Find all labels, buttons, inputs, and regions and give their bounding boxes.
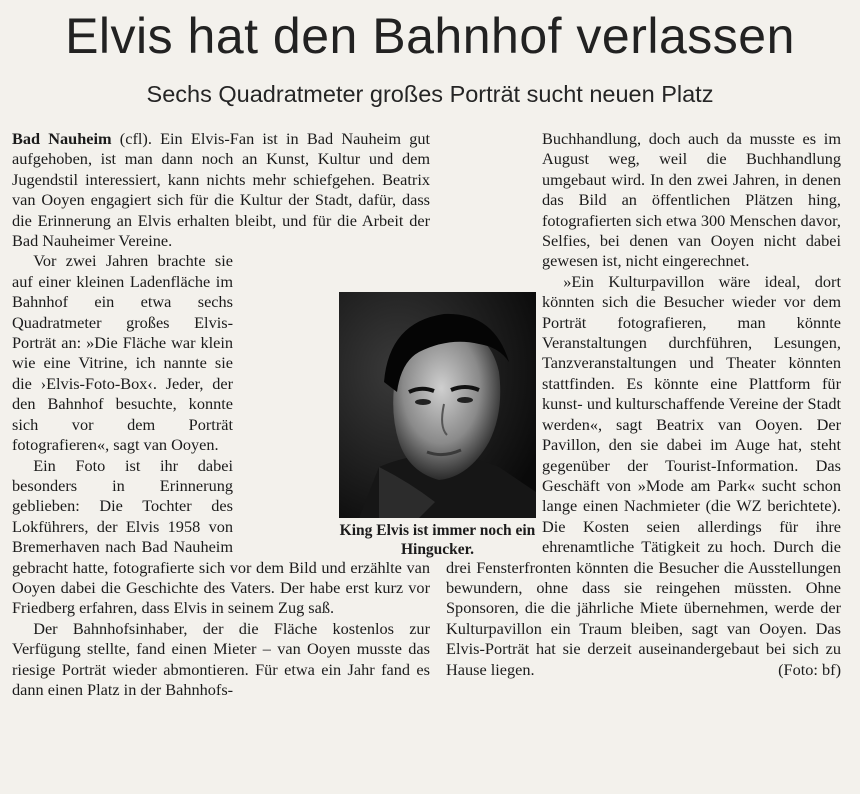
elvis-portrait-photo bbox=[339, 292, 536, 518]
photo-credit: (Foto: bf) bbox=[778, 659, 841, 679]
subheadline: Sechs Quadratmeter großes Porträt sucht neuen Platz bbox=[146, 81, 714, 107]
photo-caption: King Elvis ist immer noch ein Hingucker. bbox=[339, 522, 536, 558]
paragraph-3: Ein Foto ist ihr dabei besonders in Erinnerung geblieben: Die Tochter des Lokführers, der Elvis 1958 von Bremerhaven nach Bad Nauheim gebracht hatte, fotografierte sich vor dem Bild und erzählte van Ooyen dabei die Geschichte des Vaters. Der habe erst kurz vor Friedberg erfahren, dass Elvis in seinem Zug saß. bbox=[12, 455, 430, 618]
headline: Elvis hat den Bahnhof verlassen bbox=[65, 8, 795, 64]
paragraph-1-text: (cfl). Ein Elvis-Fan ist in Bad Nauheim gut aufgehoben, ist man dann noch an Kunst, Kultur und dem Jugendstil interessiert, kann nichts mehr schiefgehen. Beatrix van Ooyen engagiert sich für die Kultur der Stadt, dafür, dass die Erinnerung an Elvis erhalten bleibt, und für die Arbeit der Bad Nauheimer Vereine. bbox=[12, 129, 431, 251]
paragraph-1 bbox=[12, 129, 430, 251]
dateline: Bad Nauheim bbox=[12, 129, 112, 148]
paragraph-5: Buchhandlung, doch auch da musste es im August weg, weil die Buchhandlung umgebaut wird. In den zwei Jahren, in denen das Bild an öffentlichen Plätzen hing, fotografierten sich etwa 300 Menschen davor, Selfies, bei denen van Ooyen nicht dabei gewesen ist, nicht eingerechnet. bbox=[542, 129, 841, 271]
paragraph-4: Der Bahnhofsinhaber, der die Fläche kostenlos zur Verfügung stellte, fand einen Mieter – van Ooyen musste das riesige Porträt wieder abmontieren. Für etwa ein Jahr fand es dann einen Platz in der Bahnhofs- bbox=[12, 618, 430, 699]
portrait-illustration bbox=[339, 292, 536, 518]
paragraph-2: Vor zwei Jahren brachte sie auf einer kleinen Ladenfläche im Bahnhof ein etwa sechs Quadratmeter großes Elvis-Porträt an: »Die Fläche war klein wie eine Vitrine, ich nannte sie die ›Elvis-Foto-Box‹. Jeder, der den Bahnhof besuchte, konnte sich vor dem Porträt fotografieren«, sagt van Ooyen. bbox=[12, 251, 233, 455]
paragraph-6-text: »Ein Kulturpavillon wäre ideal, dort könnten sich die Besucher wieder vor dem Porträt fotografieren, man könnte Veranstaltungen durchführen, Lesungen, Tanzveranstaltungen und Theater könnten stattfinden. Es könnte eine Plattform für kunst- und kulturschaffende Vereine der Stadt werden«, sagt Beatrix van Ooyen. Der Pavillon, den sie dabei im Auge hat, steht gegenüber der Tourist-Information. Das Geschäft von »Mode am Park« sucht schon lange einen Nachmieter (die WZ berichtete). Die Kosten seien allerdings für ihre ehrenamtliche Tätigkeit zu hoch. Durch die drei Fensterfronten könnten die Besucher die Ausstellungen bewundern, ohne dass sie reingehen müssten. Ohne Sponsoren, die die jährliche Miete übernehmen, werde der Kulturpavillon ein Traum bleiben, sagt van Ooyen. Das Elvis-Porträt hat sie derzeit auseinandergebaut bei sich zu Hause liegen. bbox=[446, 271, 841, 679]
